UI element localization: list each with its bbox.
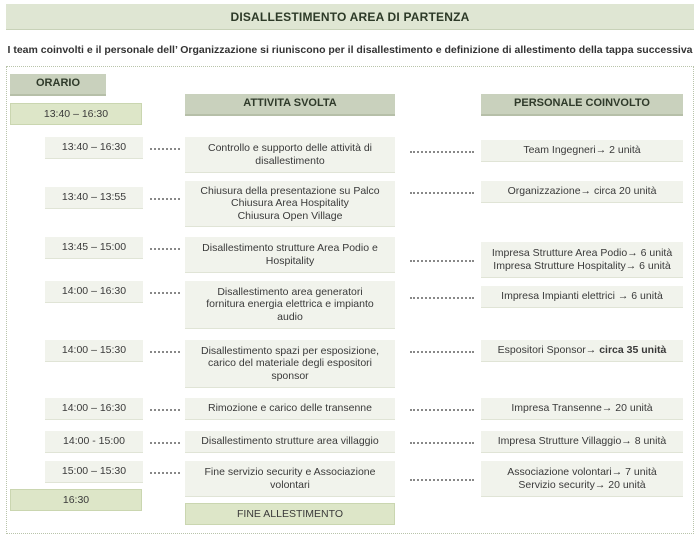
activity-cell	[185, 398, 395, 420]
time-cell: 13:45 – 15:00	[45, 237, 143, 259]
activity-cell	[185, 461, 395, 497]
staff-line	[507, 466, 656, 479]
staff-text: Impresa Impianti elettrici → 6 unità	[501, 290, 663, 303]
staff-line	[498, 344, 667, 357]
time-cell: 14:00 – 16:30	[45, 398, 143, 420]
staff-cell	[481, 181, 683, 203]
dotted-connector	[150, 409, 180, 411]
staff-text: Impresa Transenne→ 20 unità	[511, 402, 653, 415]
staff-text: Espositori Sponsor→	[497, 344, 600, 357]
dotted-connector	[410, 479, 474, 481]
personale-header: PERSONALE COINVOLTO	[481, 94, 683, 116]
staff-line	[508, 185, 657, 198]
dotted-connector	[410, 151, 474, 153]
staff-line	[518, 479, 645, 492]
dotted-connector	[150, 472, 180, 474]
dotted-connector	[150, 248, 180, 250]
activity-cell	[185, 281, 395, 329]
staff-cell	[481, 286, 683, 308]
activity-line: Disallestimento strutture area villaggio	[201, 435, 379, 448]
overall-time-range: 13:40 – 16:30	[10, 103, 142, 125]
time-cell: 13:40 – 13:55	[45, 187, 143, 209]
dotted-connector	[150, 292, 180, 294]
activity-line: Disallestimento strutture Area Podio e	[202, 241, 378, 254]
staff-count-bold: circa 35 unità	[599, 344, 667, 357]
activity-line: volontari	[270, 478, 310, 491]
time-cell: 14:00 – 16:30	[45, 281, 143, 303]
activity-cell	[185, 137, 395, 173]
staff-text: Impresa Strutture Area Podio→ 6 unità	[491, 246, 673, 259]
staff-text: Impresa Strutture Hospitality→ 6 unità	[493, 259, 671, 272]
activity-line: Controllo e supporto delle attività di	[207, 141, 372, 154]
activity-cell	[185, 237, 395, 273]
activity-line: audio	[277, 310, 303, 323]
time-cell: 15:00 – 15:30	[45, 461, 143, 483]
activity-line: Rimozione e carico delle transenne	[207, 402, 372, 415]
staff-line	[501, 290, 663, 303]
staff-cell	[481, 431, 683, 453]
activity-line: Chiusura Open Village	[237, 209, 343, 222]
activity-line: Chiusura della presentazione su Palco	[200, 184, 380, 197]
staff-cell	[481, 340, 683, 362]
attivita-header: ATTIVITA SVOLTA	[185, 94, 395, 116]
activity-line: Disallestimento area generatori	[217, 285, 363, 298]
dotted-connector	[410, 297, 474, 299]
end-time: 16:30	[10, 489, 142, 511]
staff-cell	[481, 242, 683, 278]
end-label: FINE ALLESTIMENTO	[185, 503, 395, 525]
staff-cell	[481, 461, 683, 497]
page-subtitle: I team coinvolti e il personale dell’ Organizzazione si riuniscono per il disallestimento e definizione di allestimento della tappa successiva	[7, 44, 693, 56]
activity-line: sponsor	[271, 369, 309, 382]
staff-text: Team Ingegneri→ 2 unità	[523, 144, 641, 157]
dotted-connector	[150, 148, 180, 150]
staff-text: Associazione volontari→ 7 unità	[507, 465, 657, 478]
dotted-connector	[410, 409, 474, 411]
staff-line	[498, 435, 666, 448]
activity-line: Fine servizio security e Associazione	[204, 465, 376, 478]
activity-cell	[185, 431, 395, 453]
activity-line: Disallestimento spazi per esposizione,	[200, 344, 379, 357]
staff-line	[523, 144, 640, 157]
orario-header: ORARIO	[10, 74, 106, 96]
staff-text: Impresa Strutture Villaggio→ 8 unità	[497, 435, 667, 448]
activity-line: carico del materiale degli espositori	[208, 357, 372, 370]
dotted-connector	[410, 442, 474, 444]
activity-cell	[185, 181, 395, 227]
staff-line	[492, 247, 672, 260]
dotted-connector	[410, 260, 474, 262]
dotted-connector	[150, 351, 180, 353]
page-title: DISALLESTIMENTO AREA DI PARTENZA	[6, 4, 694, 30]
activity-line: Hospitality	[265, 254, 315, 267]
time-cell: 14:00 - 15:00	[45, 431, 143, 453]
activity-line: Chiusura Area Hospitality	[231, 197, 349, 210]
dotted-connector	[410, 192, 474, 194]
activity-line: disallestimento	[255, 154, 325, 167]
dotted-connector	[150, 198, 180, 200]
staff-cell	[481, 140, 683, 162]
activity-line: fornitura energia elettrica e impianto	[206, 298, 374, 311]
staff-line	[493, 260, 670, 273]
staff-text: Organizzazione→ circa 20 unità	[507, 185, 657, 198]
time-cell: 14:00 – 15:30	[45, 340, 143, 362]
staff-cell	[481, 398, 683, 420]
staff-line	[511, 402, 652, 415]
dotted-connector	[410, 351, 474, 353]
activity-cell	[185, 340, 395, 388]
staff-text: Servizio security→ 20 unità	[518, 478, 646, 491]
time-cell: 13:40 – 16:30	[45, 137, 143, 159]
dotted-connector	[150, 442, 180, 444]
